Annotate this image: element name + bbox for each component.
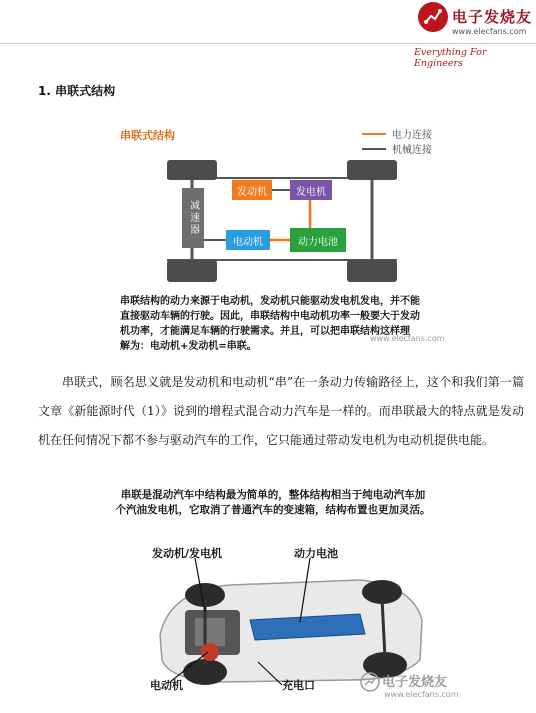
brand-logo-icon [418,2,448,32]
wheel-rear-right [347,260,397,282]
photo-caption [98,488,448,518]
label-charge-port: 充电口 [282,679,315,692]
legend-mechanical-swatch [362,148,386,150]
legend-electric-label: 电力连接 [392,130,432,141]
wheel-front-right [347,160,397,180]
label-battery: 动力电池 [294,547,338,560]
legend-electric-swatch [362,133,386,135]
battery-block: 动力电池 [290,228,346,252]
diagram-description-line: 直接驱动车辆的行驶。因此，串联结构中电动机功率一般要大于发动 [120,311,420,322]
body-paragraph: 串联式，顾名思义就是发动机和电动机“串”在一条动力传输路径上，这个和我们第一篇文章《新能源时代（1）》说到的增程式混合动力汽车是一样的。而串联最大的特点就是发动机在任何情况下都不参与驱动汽车的工作，它只能通过带动发电机为电动机提供电能。 [38,375,524,447]
series-structure-diagram [112,120,452,350]
reducer-block: 减速器 [182,188,204,248]
engine-block: 发动机 [232,180,272,200]
wheel-rear-left [167,260,217,282]
label-engine-generator: 发动机/发电机 [152,547,223,560]
photo-caption-line: 个汽油发电机，它取消了普通汽车的变速箱，结构布置也更加灵活。 [115,504,431,516]
diagram-watermark: www.elecfans.com [370,334,445,343]
diagram-description-line: 机功率，才能满足车辆的行驶需求。并且，可以把串联结构这样理 [120,326,410,337]
wheel-front-left [167,160,217,180]
photo-caption-line: 串联是混动汽车中结构最为简单的，整体结构相当于纯电动汽车加 [120,489,426,501]
brand-name: 电子发烧友 [452,8,533,26]
header-divider [0,43,536,44]
motor-block: 电动机 [226,230,270,250]
generator-block: 发电机 [290,180,332,200]
diagram-description-line: 解为：电动机+发动机=串联。 [120,341,257,352]
diagram-description-line: 串联结构的动力来源于电动机，发动机只能驱动发电机发电，并不能 [120,296,420,307]
brand-tagline: Everything For Engineers [414,47,487,69]
photo-watermark-brand: 电子发烧友 [382,675,448,690]
brand-url: www.elecfans.com [452,27,527,36]
diagram-description [120,294,450,354]
watermark-logo-icon [360,672,380,692]
photo-watermark-url: www.elecfans.com [384,690,459,699]
label-motor: 电动机 [150,679,183,692]
section-title: 1. 串联式结构 [38,84,116,98]
legend-mechanical-label: 机械连接 [392,145,432,156]
diagram-title: 串联式结构 [120,129,175,142]
